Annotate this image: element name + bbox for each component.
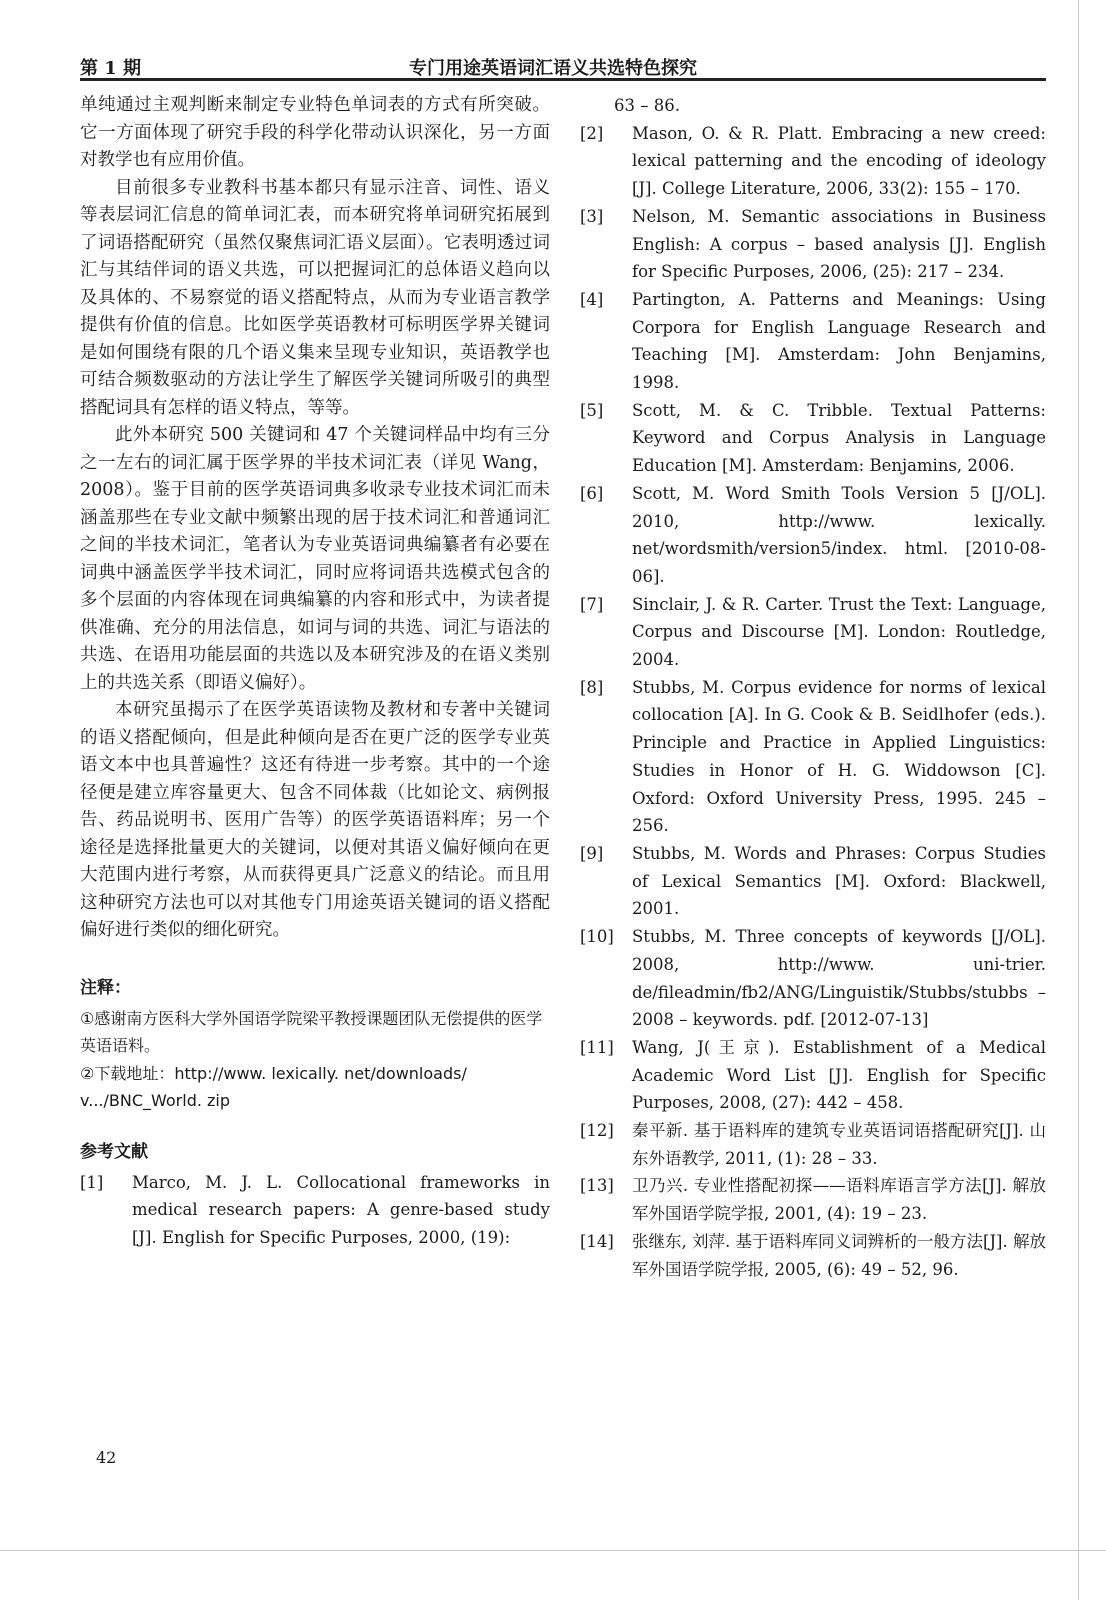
reference-5 — [580, 397, 1046, 480]
reference-text: Stubbs, M. Three concepts of keywords [J/OL]. 2008, http://www. uni-trier. de/fileadmin/fb2/ANG/Linguistik/Stubbs/stubbs – 2008 – keywords. pdf. [2012-07-13] — [632, 927, 1046, 1030]
note-1: ①感谢南方医科大学外国语学院梁平教授课题团队无偿提供的医学英语语料。 — [80, 1008, 543, 1055]
reference-text: Stubbs, M. Words and Phrases: Corpus Studies of Lexical Semantics [M]. Oxford: Blackwell, 2001. — [632, 843, 1046, 919]
reference-text: Mason, O. & R. Platt. Embracing a new creed: lexical patterning and the encoding of ideology [J]. College Literature, 2006, 33(2): 155 – 170. — [632, 123, 1046, 199]
reference-text: Wang, J(王京). Establishment of a Medical Academic Word List [J]. English for Specific Purposes, 2008, (27): 442 – 458. — [632, 1037, 1046, 1113]
running-title: 专门用途英语词汇语义共选特色探究 — [409, 58, 697, 79]
reference-1-continuation: 63 – 86. — [614, 96, 680, 115]
reference-text: Marco, M. J. L. Collocational frameworks in medical research papers: A genre-based study [J]. English for Specific Purposes, 2000, (19): — [132, 1172, 550, 1247]
reference-number: [5] — [580, 400, 604, 420]
running-header — [80, 46, 1026, 78]
body-paragraph-2: 目前很多专业教科书基本都只有显示注音、词性、语义等表层词汇信息的简单词汇表，而本研究将单词研究拓展到了词语搭配研究（虽然仅聚焦词汇语义层面）。它表明透过词汇与其结伴词的语义共选，可以把握词汇的总体语义趋向以及具体的、不易察觉的语义搭配特点，从而为专业语言教学提供有价值的信息。比如医学英语教材可标明医学界关键词是如何围绕有限的几个语义集来呈现专业知识，英语教学也可结合频数驱动的方法让学生了解医学关键词所吸引的典型搭配词具有怎样的语义特点，等等。 — [80, 177, 550, 418]
reference-number: [2] — [580, 123, 604, 143]
body-paragraph-3: 此外本研究 500 关键词和 47 个关键词样品中均有三分之一左右的词汇属于医学界的半技术词汇表（详见 Wang，2008）。鉴于目前的医学英语词典多收录专业技术词汇而未涵盖那些在专业文献中频繁出现的居于技术词汇和普通词汇之间的半技术词汇，笔者认为专业英语词典编纂者有必要在词典中涵盖医学半技术词汇，同时应将词语共选模式包含的多个层面的内容体现在词典编纂的内容和形式中，为读者提供准确、充分的用法信息，如词与词的共选、词汇与语法的共选、在语用功能层面的共选以及本研究涉及的在语义类别上的共选关系（即语义偏好）。 — [80, 425, 550, 693]
reference-3 — [580, 203, 1046, 286]
reference-11 — [580, 1034, 1046, 1117]
reference-number: [3] — [580, 206, 604, 226]
reference-6 — [580, 480, 1046, 591]
reference-text: Scott, M. & C. Tribble. Textual Patterns: Keyword and Corpus Analysis in Language Education [M]. Amsterdam: Benjamins, 2006. — [632, 400, 1046, 476]
right-column — [580, 92, 1046, 1283]
reference-text: Scott, M. Word Smith Tools Version 5 [J/OL]. 2010, http://www. lexically. net/wordsmith/version5/index. html. [2010-08-06]. — [632, 483, 1046, 586]
note-2: ②下载地址：http://www. lexically. net/downloads/ v.../BNC_World. zip — [80, 1063, 467, 1110]
body-paragraph-1: 单纯通过主观判断来制定专业特色单词表的方式有所突破。它一方面体现了研究手段的科学化带动认识深化，另一方面对教学也有应用价值。 — [80, 95, 550, 170]
reference-number: [8] — [580, 677, 604, 697]
reference-1 — [80, 1169, 550, 1252]
reference-10 — [580, 923, 1046, 1034]
reference-number: [4] — [580, 289, 604, 309]
reference-14 — [580, 1228, 1046, 1283]
reference-text: Nelson, M. Semantic associations in Business English: A corpus – based analysis [J]. English for Specific Purposes, 2006, (25): 217 – 234. — [632, 206, 1046, 282]
reference-number: [1] — [80, 1172, 104, 1192]
reference-text: Sinclair, J. & R. Carter. Trust the Text: Language, Corpus and Discourse [M]. London: Routledge, 2004. — [632, 594, 1046, 670]
reference-number: [6] — [580, 483, 604, 503]
reference-number: [7] — [580, 594, 604, 614]
reference-4 — [580, 286, 1046, 397]
reference-text: Stubbs, M. Corpus evidence for norms of lexical collocation [A]. In G. Cook & B. Seidlhofer (eds.). Principle and Practice in Applied Linguistics: Studies in Honor of H. G. Widdowson [C]. Oxford: Oxford University Press, 1995. 245 – 256. — [632, 677, 1046, 836]
reference-number: [9] — [580, 843, 604, 863]
reference-list — [580, 120, 1046, 1284]
reference-number: [10] — [580, 927, 614, 947]
page-number: 42 — [96, 1448, 117, 1467]
reference-number: [13] — [580, 1176, 614, 1196]
reference-text: 秦平新. 基于语料库的建筑专业英语词语搭配研究[J]. 山东外语教学, 2011, (1): 28 – 33. — [632, 1121, 1046, 1168]
reference-8 — [580, 674, 1046, 840]
left-column — [80, 92, 550, 1252]
reference-number: [11] — [580, 1037, 614, 1057]
reference-12 — [580, 1117, 1046, 1172]
reference-text: 卫乃兴. 专业性搭配初探——语料库语言学方法[J]. 解放军外国语学院学报, 2001, (4): 19 – 23. — [632, 1176, 1046, 1224]
reference-number: [14] — [580, 1231, 614, 1251]
scan-edge-right — [1078, 0, 1079, 1600]
scan-edge-bottom — [0, 1550, 1106, 1551]
reference-9 — [580, 840, 1046, 923]
issue-label: 第 1 期 — [80, 58, 142, 79]
notes-heading: 注释： — [80, 977, 131, 998]
reference-2 — [580, 120, 1046, 203]
reference-7 — [580, 591, 1046, 674]
reference-number: [12] — [580, 1121, 614, 1141]
reference-13 — [580, 1172, 1046, 1227]
reference-text: Partington, A. Patterns and Meanings: Using Corpora for English Language Research and Teaching [M]. Amsterdam: John Benjamins, 1998. — [632, 289, 1046, 393]
header-rule — [80, 78, 1046, 81]
reference-text: 张继东, 刘萍. 基于语料库同义词辨析的一般方法[J]. 解放军外国语学院学报, 2005, (6): 49 – 52, 96. — [632, 1231, 1046, 1279]
body-paragraph-4: 本研究虽揭示了在医学英语读物及教材和专著中关键词的语义搭配倾向，但是此种倾向是否在更广泛的医学专业英语文本中也具普遍性？这还有待进一步考察。其中的一个途径便是建立库容量更大、包含不同体裁（比如论文、病例报告、药品说明书、医用广告等）的医学英语语料库；另一个途径是选择批量更大的关键词，以便对其语义偏好倾向在更大范围内进行考察，从而获得更具广泛意义的结论。而且用这种研究方法也可以对其他专门用途英语关键词的语义搭配偏好进行类似的细化研究。 — [80, 700, 550, 940]
references-heading: 参考文献 — [80, 1141, 148, 1162]
